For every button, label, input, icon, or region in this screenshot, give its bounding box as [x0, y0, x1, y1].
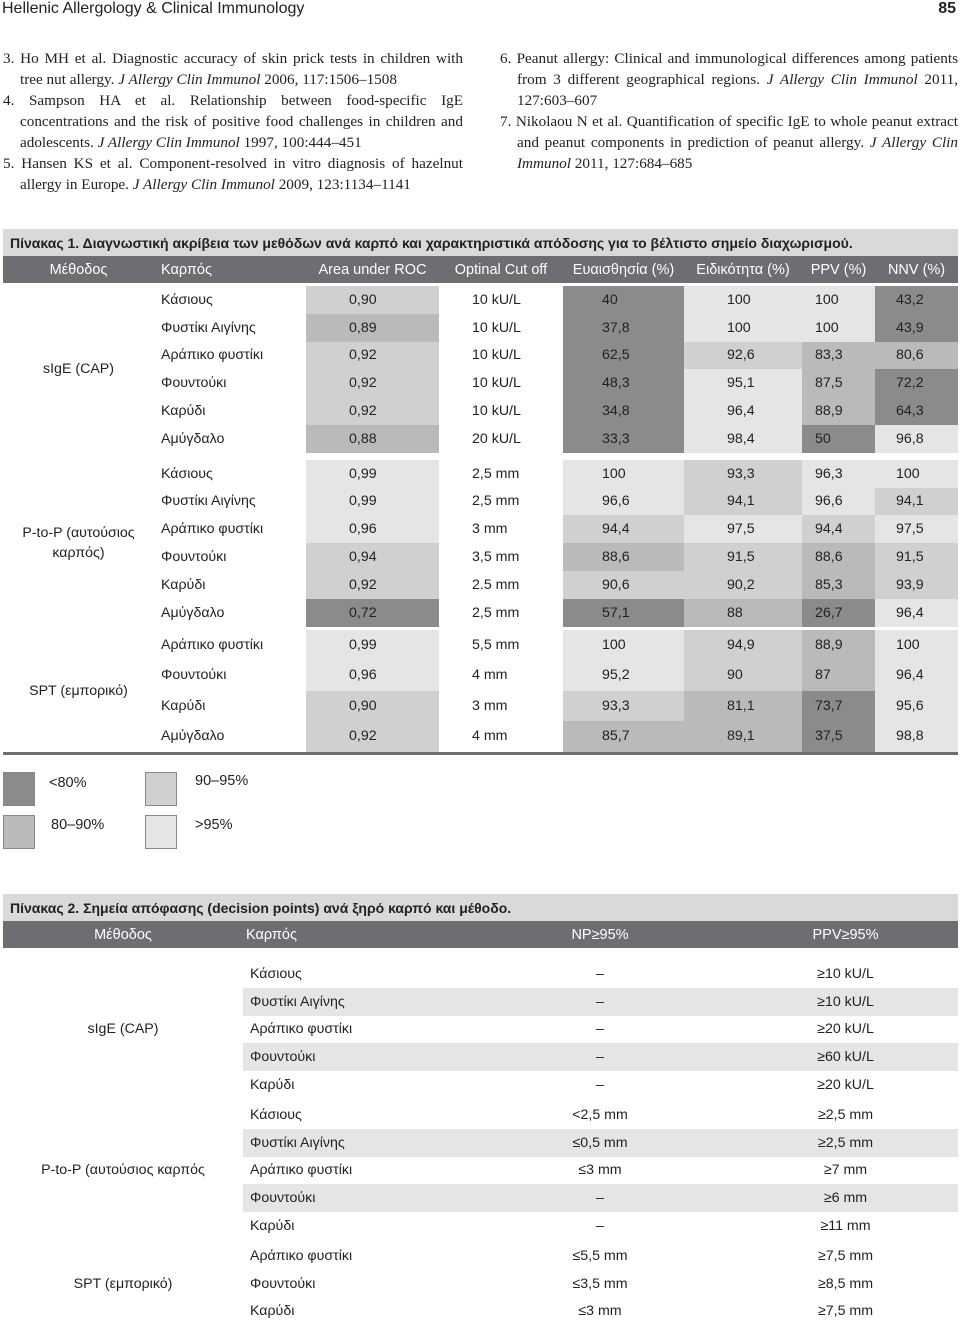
- table-row: [3, 1242, 958, 1270]
- nut-cell: Κάσιους: [250, 965, 302, 982]
- method-cell: SPT (εμπορικό): [73, 1275, 173, 1292]
- nut-cell: Φουντούκι: [250, 1275, 316, 1292]
- ppv-cell: 85,3: [802, 571, 875, 599]
- cutoff-cell: 3 mm: [472, 521, 508, 538]
- ppv-cell: 87,5: [802, 369, 875, 397]
- np-cell: ≤5,5 mm: [572, 1247, 628, 1264]
- column-header: Μέθοδος: [3, 921, 243, 948]
- ppv-cell: 37,5: [802, 721, 875, 752]
- nut-cell: Φουντούκι: [243, 1184, 467, 1212]
- ppv-cell: ≥7 mm: [823, 1162, 868, 1179]
- legend-label: <80%: [49, 775, 87, 791]
- auc-cell: 0,92: [306, 397, 439, 425]
- column-header: PPV (%): [802, 256, 875, 283]
- specificity-cell: 81,1: [684, 691, 802, 722]
- sensitivity-cell: 90,6: [563, 571, 684, 599]
- legend-label: >95%: [195, 817, 233, 833]
- nut-cell: Φυστίκι Αιγίνης: [161, 319, 256, 336]
- nut-cell: Αμύγδαλο: [161, 430, 225, 447]
- column-header: Ευαισθησία (%): [563, 256, 684, 283]
- auc-cell: 0,99: [306, 460, 439, 488]
- column-header: Optinal Cut off: [439, 256, 563, 283]
- nut-cell: Καρύδι: [250, 1218, 295, 1235]
- sensitivity-cell: 100: [563, 630, 684, 661]
- sensitivity-cell: 48,3: [563, 369, 684, 397]
- auc-cell: 0,72: [306, 599, 439, 627]
- column-header: Καρπός: [243, 921, 467, 948]
- cutoff-cell: 10 kU/L: [472, 403, 521, 420]
- legend-label: 80–90%: [51, 817, 105, 833]
- reference-item: 5. Hansen KS et al. Component-resolved in vitro diagnosis of hazelnut allergy in Europe. J Allergy Clin Immunol 2009, 123:1134–1141: [3, 155, 463, 193]
- nut-cell: Φουντούκι: [161, 375, 227, 392]
- np-cell: ≤3,5 mm: [572, 1275, 628, 1292]
- table-row: [3, 1101, 958, 1129]
- sensitivity-cell: 40: [563, 286, 684, 314]
- column-header: NNV (%): [875, 256, 958, 283]
- caption-label: Πίνακας 1.: [10, 234, 80, 251]
- auc-cell: 0,99: [306, 488, 439, 516]
- ppv-cell: 87: [802, 660, 875, 691]
- sensitivity-cell: 88,6: [563, 543, 684, 571]
- table-1: [3, 229, 958, 755]
- sensitivity-cell: 34,8: [563, 397, 684, 425]
- nut-cell: Αράπικο φυστίκι: [250, 1162, 353, 1179]
- np-cell: ≤0,5 mm: [467, 1129, 733, 1157]
- specificity-cell: 94,1: [684, 488, 802, 516]
- reference-item: 6. Peanut allergy: Clinical and immunological differences among patients from 3 different geographical regions. J Allergy Clin Immunol 2011, 127:603–607: [500, 50, 959, 109]
- table-caption-row: [3, 229, 958, 256]
- auc-cell: 0,96: [306, 515, 439, 543]
- cutoff-cell: 2.5 mm: [472, 576, 520, 593]
- specificity-cell: 100: [684, 286, 802, 314]
- column-header: PPV≥95%: [733, 921, 958, 948]
- np-cell: ≤3 mm: [578, 1303, 622, 1320]
- journal-title: Hellenic Allergology & Clinical Immunology: [2, 0, 305, 17]
- npv-cell: 100: [875, 630, 958, 661]
- sensitivity-cell: 96,6: [563, 488, 684, 516]
- cutoff-cell: 3 mm: [472, 697, 508, 714]
- ppv-cell: ≥7,5 mm: [817, 1247, 874, 1264]
- ppv-cell: 73,7: [802, 691, 875, 722]
- cutoff-cell: 10 kU/L: [472, 291, 521, 308]
- cutoff-cell: 2,5 mm: [472, 604, 520, 621]
- npv-cell: 97,5: [875, 515, 958, 543]
- table-bottom-rule: [3, 752, 958, 755]
- np-cell: –: [467, 1184, 733, 1212]
- caption-label: Πίνακας 2.: [10, 899, 80, 916]
- specificity-cell: 88: [684, 599, 802, 627]
- auc-cell: 0,89: [306, 314, 439, 342]
- cutoff-cell: 10 kU/L: [472, 319, 521, 336]
- npv-cell: 43,9: [875, 314, 958, 342]
- np-cell: –: [596, 965, 604, 982]
- ppv-cell: 96,3: [802, 460, 875, 488]
- method-cell: sIgE (CAP): [43, 361, 114, 378]
- npv-cell: 93,9: [875, 571, 958, 599]
- auc-cell: 0,88: [306, 425, 439, 453]
- npv-cell: 43,2: [875, 286, 958, 314]
- ppv-cell: ≥7,5 mm: [817, 1303, 874, 1320]
- references-left-column: [3, 48, 463, 195]
- nut-cell: Κάσιους: [250, 1106, 302, 1123]
- reference-item: 3. Ho MH et al. Diagnostic accuracy of skin prick tests in children with tree nut allergy. J Allergy Clin Immunol 2006, 117:1506–1508: [3, 50, 463, 88]
- npv-cell: 96,8: [875, 425, 958, 453]
- cutoff-cell: 4 mm: [472, 728, 508, 745]
- method-cell: P-to-P (αυτούσιος καρπός): [22, 525, 135, 562]
- npv-cell: 64,3: [875, 397, 958, 425]
- npv-cell: 96,4: [875, 599, 958, 627]
- auc-cell: 0,92: [306, 342, 439, 370]
- ppv-cell: ≥6 mm: [733, 1184, 958, 1212]
- npv-cell: 100: [875, 460, 958, 488]
- npv-cell: 80,6: [875, 342, 958, 370]
- ppv-cell: 88,6: [802, 543, 875, 571]
- legend-swatch-90-95: [145, 772, 177, 806]
- npv-cell: 91,5: [875, 543, 958, 571]
- sensitivity-cell: 57,1: [563, 599, 684, 627]
- method-cell: SPT (εμπορικό): [29, 682, 128, 699]
- cutoff-cell: 20 kU/L: [472, 430, 521, 447]
- specificity-cell: 98,4: [684, 425, 802, 453]
- ppv-cell: 26,7: [802, 599, 875, 627]
- ppv-cell: ≥20 kU/L: [817, 1077, 874, 1094]
- table-caption: [3, 894, 958, 921]
- page-number: 85: [938, 0, 956, 17]
- specificity-cell: 91,5: [684, 543, 802, 571]
- nut-cell: Κάσιους: [161, 291, 213, 308]
- ppv-cell: ≥2,5 mm: [817, 1106, 874, 1123]
- nut-cell: Αράπικο φυστίκι: [250, 1021, 353, 1038]
- reference-item: 4. Sampson HA et al. Relationship between food-specific IgE concentrations and the risk of positive food challenges in children and adolescents. J Allergy Clin Immunol 1997, 100:444–451: [3, 92, 463, 151]
- caption-text: Σημεία απόφασης (decision points) ανά ξηρό καρπό και μέθοδο.: [79, 899, 512, 916]
- auc-cell: 0,92: [306, 721, 439, 752]
- auc-cell: 0,94: [306, 543, 439, 571]
- ppv-cell: 96,6: [802, 488, 875, 516]
- np-cell: –: [596, 1021, 604, 1038]
- table-row: [3, 460, 958, 488]
- caption-text: Διαγνωστική ακρίβεια των μεθόδων ανά καρπό και χαρακτηριστικά απόδοσης για το βέλτιστο σημείο διαχωρισμού.: [79, 234, 853, 251]
- method-cell: sIgE (CAP): [87, 1021, 159, 1038]
- method-cell: P-to-P (αυτούσιος καρπός: [41, 1162, 205, 1179]
- specificity-cell: 90,2: [684, 571, 802, 599]
- rule-cell: [3, 752, 958, 755]
- auc-cell: 0,92: [306, 571, 439, 599]
- table-caption-row: [3, 894, 958, 921]
- nut-cell: Φουντούκι: [161, 549, 227, 566]
- ppv-cell: ≥20 kU/L: [817, 1021, 874, 1038]
- table-header-row: [3, 921, 958, 948]
- ppv-cell: 94,4: [802, 515, 875, 543]
- cutoff-cell: 3,5 mm: [472, 549, 520, 566]
- specificity-cell: 89,1: [684, 721, 802, 752]
- ppv-cell: ≥10 kU/L: [817, 965, 874, 982]
- nut-cell: Αμύγδαλο: [161, 604, 225, 621]
- page-header: [0, 0, 960, 22]
- ppv-cell: ≥8,5 mm: [817, 1275, 874, 1292]
- nut-cell: Αράπικο φυστίκι: [161, 521, 264, 538]
- table-caption: [3, 229, 958, 256]
- auc-cell: 0,99: [306, 630, 439, 661]
- npv-cell: 95,6: [875, 691, 958, 722]
- nut-cell: Κάσιους: [161, 465, 213, 482]
- nut-cell: Καρύδι: [161, 403, 206, 420]
- ppv-cell: 100: [802, 314, 875, 342]
- specificity-cell: 93,3: [684, 460, 802, 488]
- ppv-cell: 100: [802, 286, 875, 314]
- column-header: Area under ROC: [306, 256, 439, 283]
- auc-cell: 0,92: [306, 369, 439, 397]
- ppv-cell: 83,3: [802, 342, 875, 370]
- specificity-cell: 96,4: [684, 397, 802, 425]
- nut-cell: Καρύδι: [161, 697, 206, 714]
- ppv-cell: 88,9: [802, 630, 875, 661]
- legend-swatch-gt95: [145, 815, 177, 849]
- sensitivity-cell: 93,3: [563, 691, 684, 722]
- npv-cell: 96,4: [875, 660, 958, 691]
- sensitivity-cell: 37,8: [563, 314, 684, 342]
- cutoff-cell: 4 mm: [472, 667, 508, 684]
- auc-cell: 0,90: [306, 691, 439, 722]
- specificity-cell: 100: [684, 314, 802, 342]
- table-row: [3, 286, 958, 314]
- np-cell: –: [467, 988, 733, 1016]
- cutoff-cell: 2,5 mm: [472, 493, 520, 510]
- nut-cell: Αράπικο φυστίκι: [250, 1247, 353, 1264]
- np-cell: –: [596, 1077, 604, 1094]
- ppv-cell: ≥11 mm: [820, 1218, 871, 1235]
- ppv-cell: 88,9: [802, 397, 875, 425]
- sensitivity-cell: 94,4: [563, 515, 684, 543]
- np-cell: –: [467, 1043, 733, 1071]
- sensitivity-cell: 33,3: [563, 425, 684, 453]
- nut-cell: Αμύγδαλο: [161, 728, 225, 745]
- np-cell: ≤3 mm: [578, 1162, 622, 1179]
- cutoff-cell: 10 kU/L: [472, 347, 521, 364]
- npv-cell: 72,2: [875, 369, 958, 397]
- table-row: [3, 960, 958, 988]
- legend-swatch-lt80: [3, 772, 35, 806]
- specificity-cell: 90: [684, 660, 802, 691]
- table-row: [3, 630, 958, 661]
- color-legend: [3, 772, 403, 852]
- column-header: Μέθοδος: [3, 256, 154, 283]
- specificity-cell: 94,9: [684, 630, 802, 661]
- specificity-cell: 92,6: [684, 342, 802, 370]
- np-cell: <2,5 mm: [572, 1106, 628, 1123]
- nut-cell: Φυστίκι Αιγίνης: [243, 1129, 467, 1157]
- group-spacer: [3, 948, 958, 960]
- nut-cell: Φουντούκι: [243, 1043, 467, 1071]
- column-header: Καρπός: [154, 256, 306, 283]
- references-right-column: [500, 48, 958, 174]
- specificity-cell: 97,5: [684, 515, 802, 543]
- nut-cell: Αράπικο φυστίκι: [161, 347, 264, 364]
- nut-cell: Φουντούκι: [161, 667, 227, 684]
- sensitivity-cell: 95,2: [563, 660, 684, 691]
- nut-cell: Καρύδι: [250, 1303, 295, 1320]
- auc-cell: 0,96: [306, 660, 439, 691]
- nut-cell: Καρύδι: [250, 1077, 295, 1094]
- auc-cell: 0,90: [306, 286, 439, 314]
- table-2: [3, 894, 958, 1325]
- ppv-cell: ≥60 kU/L: [733, 1043, 958, 1071]
- nut-cell: Φυστίκι Αιγίνης: [161, 493, 256, 510]
- sensitivity-cell: 62,5: [563, 342, 684, 370]
- spacer-cell: [3, 948, 958, 960]
- ppv-cell: ≥10 kU/L: [733, 988, 958, 1016]
- nut-cell: Αράπικο φυστίκι: [161, 636, 264, 653]
- spacer-cell: [3, 453, 958, 460]
- legend-label: 90–95%: [195, 773, 249, 789]
- sensitivity-cell: 100: [563, 460, 684, 488]
- reference-item: 7. Nikolaou N et al. Quantification of specific IgE to whole peanut extract and peanut components in prediction of peanut allergy. J Allergy Clin Immunol 2011, 127:684–685: [500, 113, 958, 172]
- table-header-row: [3, 256, 958, 283]
- ppv-cell: 50: [802, 425, 875, 453]
- legend-swatch-80-90: [3, 815, 35, 849]
- nut-cell: Καρύδι: [161, 576, 206, 593]
- npv-cell: 94,1: [875, 488, 958, 516]
- cutoff-cell: 2,5 mm: [472, 465, 520, 482]
- specificity-cell: 95,1: [684, 369, 802, 397]
- column-header: Ειδικότητα (%): [684, 256, 802, 283]
- sensitivity-cell: 85,7: [563, 721, 684, 752]
- nut-cell: Φυστίκι Αιγίνης: [243, 988, 467, 1016]
- cutoff-cell: 10 kU/L: [472, 375, 521, 392]
- np-cell: –: [596, 1218, 604, 1235]
- cutoff-cell: 5,5 mm: [472, 636, 520, 653]
- ppv-cell: ≥2,5 mm: [733, 1129, 958, 1157]
- column-header: NP≥95%: [467, 921, 733, 948]
- group-spacer: [3, 453, 958, 460]
- npv-cell: 98,8: [875, 721, 958, 752]
